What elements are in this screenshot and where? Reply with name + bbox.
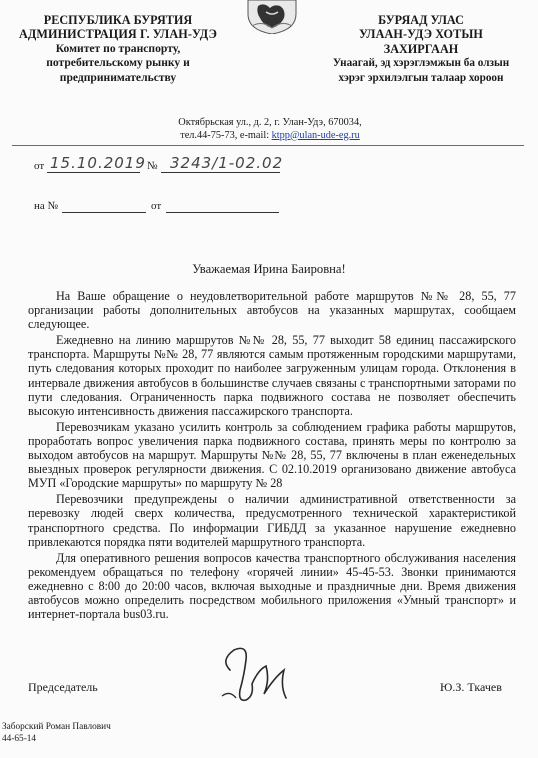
outgoing-date-line: [47, 172, 140, 173]
outgoing-number: 3243/1-02.02: [170, 154, 284, 172]
outgoing-date: 15.10.2019: [50, 154, 146, 172]
body-paragraph: Перевозчикам указано усилить контроль за соблюдением графика работы маршрутов, проработать вопрос увеличения парка подвижного состава, принять меры по контролю за выходом автобусов на маршрут. Маршруты №№ 28, 55, 77 включены в план еженедельных выездных проверок регулярности движения. С 02.10.2019 организовано движение автобуса МУП «Городские маршруты» по маршруту № 28: [28, 419, 516, 491]
salutation: Уважаемая Ирина Баировна!: [192, 262, 346, 276]
signatory-title: Председатель: [28, 680, 98, 694]
header-left-committee-line3: предпринимательству: [59, 70, 177, 84]
city-coat-of-arms-emblem: [244, 0, 300, 34]
incoming-from-label: от: [151, 200, 162, 212]
outgoing-number-line: [161, 172, 280, 173]
contact-line: [120, 130, 420, 143]
executor-name: Заборский Роман Павлович: [2, 722, 111, 732]
header-right-city: УЛААН-УДЭ ХОТЫН: [358, 27, 483, 42]
header-left-committee-line2: потребительскому рынку и: [46, 56, 190, 70]
email-link[interactable]: ktpp@ulan-ude-eg.ru: [271, 129, 360, 141]
outgoing-from-label: от: [34, 160, 45, 172]
body-paragraph: Для оперативного решения вопросов качества транспортного обслуживания населения рекомендуем обращаться по телефону «горячей линии» 45-45-53. Звонки принимаются ежедневно с 8:00 до 20:00 часов, включая выходные и праздничные дни. Время движения автобусов можно определить посредством мобильного приложения «Умный транспорт» и интернет-портала bus03.ru.: [28, 550, 516, 622]
body-paragraph: Ежедневно на линию маршрутов №№ 28, 55, 77 выходит 58 единиц пассажирского транспорта. Маршруты №№ 28, 77 являются самым протяженным городскими маршрутами, путь следования которых проходит по наиболее загруженным улицам города. Отклонения в интервале движения автобусов в большинстве случаев связаны с транспортными заторами по пути следования. Ограниченность парка подвижного состава не позволяет обеспечить высокую интенсивность движения пассажирского транспорта.: [28, 333, 516, 418]
header-divider: [12, 145, 524, 146]
body-paragraph: Перевозчики предупреждены о наличии административной ответственности за перевозку людей сверх количества, предусмотренного технической характеристикой транспортного средства. По информации ГИБДД за указанное нарушение ежедневно привлекаются порядка пяти водителей маршрутного транспорта.: [28, 492, 516, 549]
header-left-administration: АДМИНИСТРАЦИЯ Г. УЛАН-УДЭ: [19, 27, 217, 42]
header-right-committee-line2: хэрэг эрхилэлгын талаар хороон: [338, 71, 504, 84]
incoming-date-line: [166, 212, 279, 213]
header-left-block: [4, 13, 232, 85]
phone-text: тел.44-75-73, e-mail:: [180, 129, 272, 141]
header-right-republic: БУРЯАД УЛАС: [378, 13, 464, 27]
executor-phone: 44-65-14: [2, 734, 37, 744]
header-left-republic: РЕСПУБЛИКА БУРЯТИЯ: [43, 13, 193, 27]
incoming-ref-line: [62, 212, 146, 213]
handwritten-signature: [200, 640, 300, 712]
incoming-ref-label: на №: [34, 200, 59, 212]
header-right-committee-line1: Унаагай, эд хэрэглэмжын ба олзын: [332, 57, 510, 70]
header-right-block: [304, 13, 538, 85]
body-paragraph: На Ваше обращение о неудовлетворительной работе маршрутов №№ 28, 55, 77 организации работы дополнительных автобусов на указанных маршрутах, сообщаем следующее.: [28, 289, 516, 332]
address-line: Октябрьская ул., д. 2, г. Улан-Удэ, 670034,: [178, 117, 362, 128]
outgoing-number-label: №: [147, 160, 158, 172]
letter-body: [28, 289, 516, 621]
address-block: [120, 117, 420, 142]
header-left-committee-line1: Комитет по транспорту,: [55, 41, 181, 55]
signatory-name: Ю.З. Ткачев: [440, 680, 502, 694]
header-right-administration: ЗАХИРГААН: [383, 41, 459, 56]
